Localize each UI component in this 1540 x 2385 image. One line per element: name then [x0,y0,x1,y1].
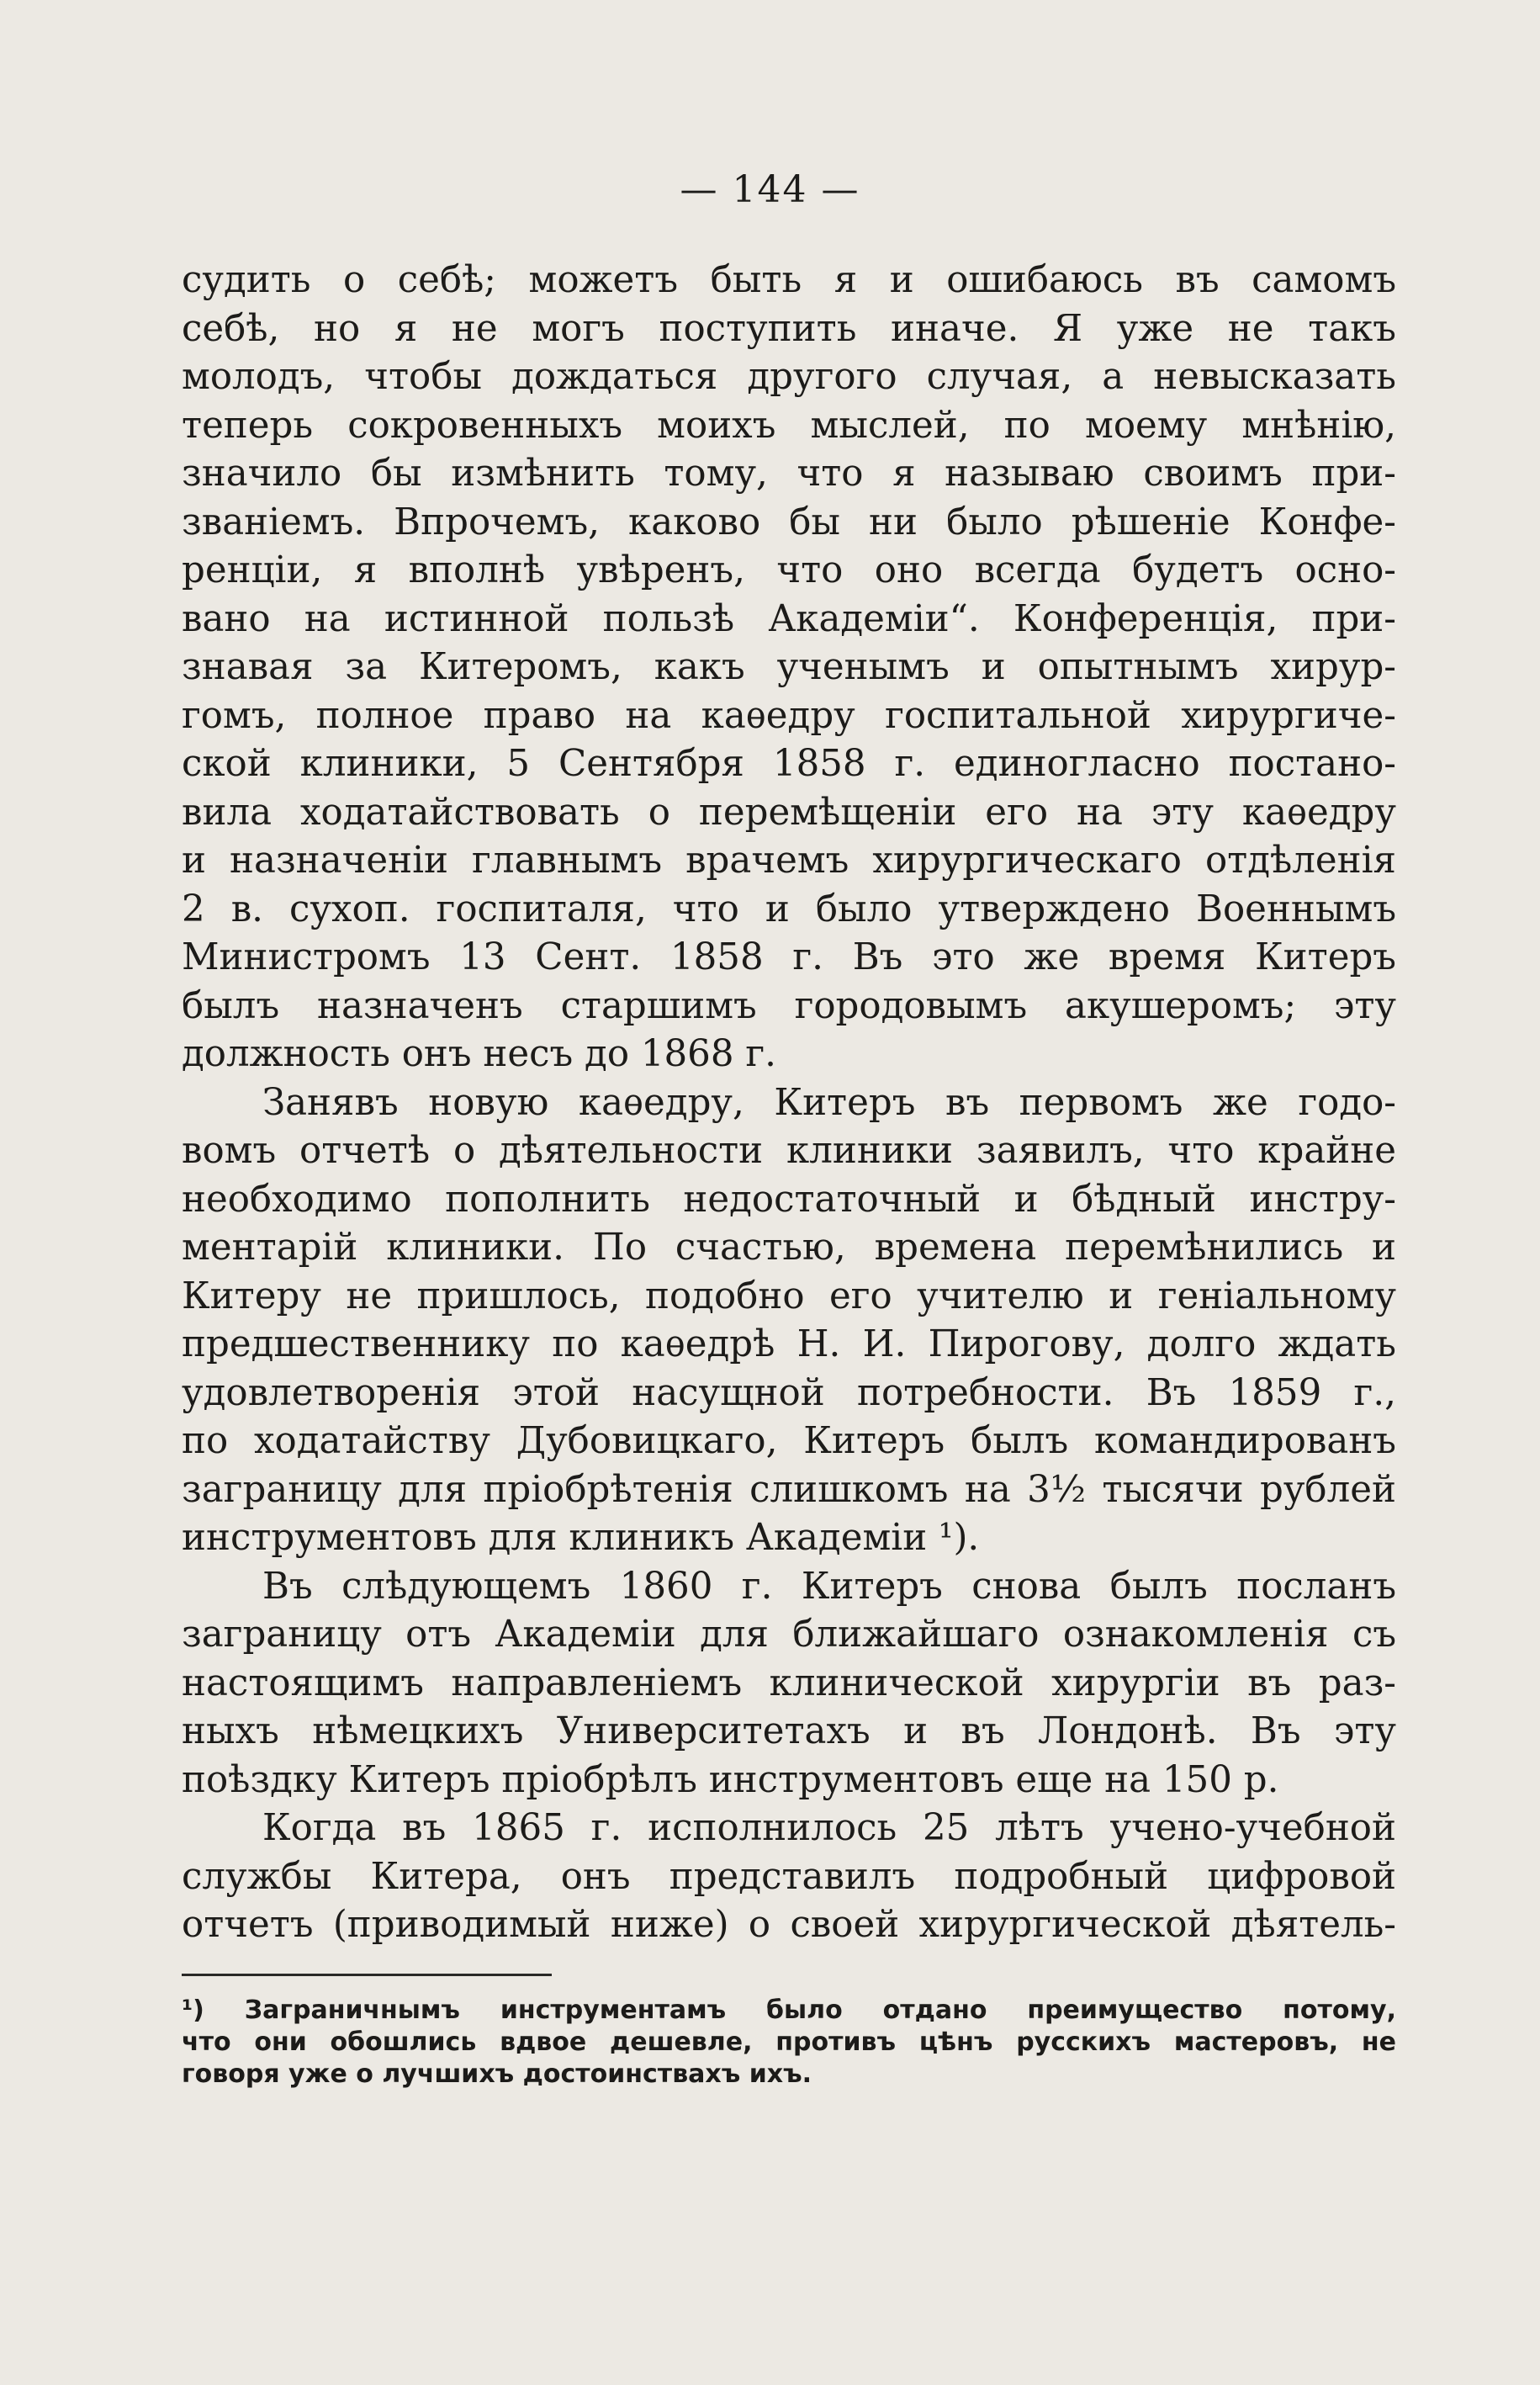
body-line: необходимо пополнить недостаточный и бѣдный инстру- [182,1178,1396,1221]
body-line: настоящимъ направленіемъ клинической хирургіи въ раз- [182,1662,1396,1704]
body-line: службы Китера, онъ представилъ подробный цифровой [182,1855,1396,1898]
body-line: Министромъ 13 Сент. 1858 г. Въ это же время Китеръ [182,936,1396,978]
body-line: ментарій клиники. По счастью, времена перемѣнились и [182,1227,1396,1269]
footnote-line: что они обошлись вдвое дешевле, противъ цѣнъ русскихъ мастеровъ, не [182,2027,1396,2057]
body-line: ныхъ нѣмецкихъ Университетахъ и въ Лондонѣ. Въ эту [182,1710,1396,1752]
body-line: должность онъ несъ до 1868 г. [182,1033,776,1075]
body-line: предшественнику по каѳедрѣ Н. И. Пирогову, долго ждать [182,1323,1396,1365]
footnote-divider [182,1974,552,1976]
body-line: заграницу для пріобрѣтенія слишкомъ на 3½ тысячи рублей [182,1468,1396,1511]
body-line: поѣздку Китеръ пріобрѣлъ инструментовъ еще на 150 р. [182,1758,1279,1801]
body-line: по ходатайству Дубовицкаго, Китеръ былъ командированъ [182,1420,1396,1462]
body-line: заграницу отъ Академіи для ближайшаго ознакомленія съ [182,1614,1396,1656]
page-number: — 144 — [680,168,860,211]
body-text [182,257,1396,1950]
body-line: себѣ, но я не могъ поступить иначе. Я уже не такъ [182,307,1396,350]
body-line: Въ слѣдующемъ 1860 г. Китеръ снова былъ посланъ [262,1565,1396,1608]
body-line: ренціи, я вполнѣ увѣренъ, что оно всегда будетъ осно- [182,549,1396,591]
body-line: теперь сокровенныхъ моихъ мыслей, по моему мнѣнію, [182,404,1396,447]
body-line: инструментовъ для клиникъ Академіи ¹). [182,1517,980,1559]
body-line: вано на истинной пользѣ Академіи“. Конференція, при- [182,597,1396,640]
body-line: 2 в. сухоп. госпиталя, что и было утверждено Военнымъ [182,888,1396,930]
body-line: былъ назначенъ старшимъ городовымъ акушеромъ; эту [182,984,1396,1027]
body-line: и назначеніи главнымъ врачемъ хирургическаго отдѣленія [182,840,1396,882]
footnote-line: ¹) Заграничнымъ инструментамъ было отдано преимущество потому, [182,1995,1396,2025]
footnote-text [182,1995,1396,2091]
body-line: судить о себѣ; можетъ быть я и ошибаюсь въ самомъ [182,259,1396,301]
body-line: Когда въ 1865 г. исполнилось 25 лѣтъ учено-учебной [262,1807,1396,1849]
body-line: молодъ, чтобы дождаться другого случая, а невысказать [182,356,1396,398]
body-line: вомъ отчетѣ о дѣятельности клиники заявилъ, что крайне [182,1130,1396,1172]
body-line: вила ходатайствовать о перемѣщеніи его на эту каѳедру [182,791,1396,834]
body-line: отчетъ (приводимый ниже) о своей хирургической дѣятель- [182,1904,1396,1946]
body-line: удовлетворенія этой насущной потребности. Въ 1859 г., [182,1371,1396,1414]
body-line: ской клиники, 5 Сентября 1858 г. единогласно постано- [182,743,1396,785]
body-line: значило бы измѣнить тому, что я называю своимъ при- [182,453,1396,495]
body-line: знавая за Китеромъ, какъ ученымъ и опытнымъ хирур- [182,646,1396,688]
body-line: Китеру не пришлось, подобно его учителю и геніальному [182,1275,1396,1317]
footnote-line: говоря уже о лучшихъ достоинствахъ ихъ. [182,2059,812,2089]
body-line: званіемъ. Впрочемъ, каково бы ни было рѣшеніе Конфе- [182,501,1396,543]
body-line: гомъ, полное право на каѳедру госпитальной хирургиче- [182,694,1396,737]
body-line: Занявъ новую каѳедру, Китеръ въ первомъ же годо- [262,1081,1396,1124]
